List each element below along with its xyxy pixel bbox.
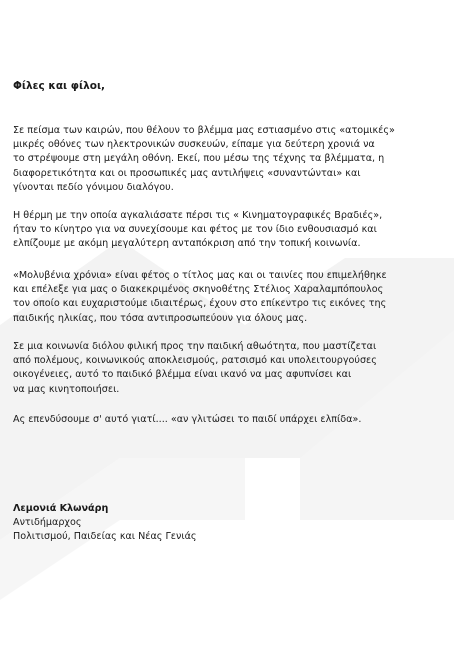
paragraph-line: «Μολυβένια χρόνια» είναι φέτος ο τίτλος μας και οι ταινίες που επιμελήθηκε xyxy=(13,270,387,281)
paragraph-line: γίνονται πεδίο γόνιμου διαλόγου. xyxy=(13,181,174,193)
paragraph-line: Σε μια κοινωνία διόλου φιλική προς την παιδική αθωότητα, που μαστίζεται xyxy=(13,341,377,352)
paragraph-line: διαφορετικότητα και οι προσωπικές μας αντιλήψεις «συναντώνται» και xyxy=(13,167,361,179)
letter-greeting: Φίλες και φίλοι, xyxy=(13,80,106,92)
paragraph-line: τον οποίο και ευχαριστούμε ιδιαιτέρως, έχουν στο επίκεντρο τις εικόνες της xyxy=(13,298,387,310)
paragraph-line: οικογένειες, αυτό το παιδικό βλέμμα είναι ικανό να μας αφυπνίσει και xyxy=(13,369,352,381)
paragraph-line: να μας κινητοποιήσει. xyxy=(13,383,120,395)
signatory-name: Λεμονιά Κλωνάρη xyxy=(13,503,109,514)
paragraph-line: ήταν το κίνητρο για να συνεχίσουμε και φέτος με τον ίδιο ενθουσιασμό και xyxy=(13,224,377,236)
paragraph-line: το στρέψουμε στη μεγάλη οθόνη. Εκεί, που μέσω της τέχνης τα βλέμματα, η xyxy=(13,153,385,165)
signatory-title: Αντιδήμαρχος xyxy=(13,517,82,528)
paragraph-line: ελπίζουμε με ακόμη μεγαλύτερη ανταπόκριση από την τοπική κοινωνία. xyxy=(13,238,361,250)
paragraph-3 xyxy=(13,269,445,326)
paragraph-line: Ας επενδύσουμε σ' αυτό γιατί.... «αν γλιτώσει το παιδί υπάρχει ελπίδα». xyxy=(13,414,362,425)
paragraph-line: μικρές οθόνες των ηλεκτρονικών συσκευών, είπαμε για δεύτερη χρονιά να xyxy=(13,139,375,151)
paragraph-line: Η θέρμη με την οποία αγκαλιάσατε πέρσι τις « Κινηματογραφικές Βραδιές», xyxy=(13,210,383,221)
paragraph-5 xyxy=(13,413,445,427)
signatory-department: Πολιτισμού, Παιδείας και Νέας Γενιάς xyxy=(13,531,197,542)
paragraph-2 xyxy=(13,209,445,252)
paragraph-line: Σε πείσμα των καιρών, που θέλουν το βλέμμα μας εστιασμένο στις «ατομικές» xyxy=(13,125,395,136)
paragraph-line: παιδικής ηλικίας, που τόσα αντιπροσωπεύουν για όλους μας. xyxy=(13,312,308,324)
paragraph-4 xyxy=(13,340,445,397)
signature-block xyxy=(13,502,197,544)
paragraph-1 xyxy=(13,124,445,195)
paragraph-line: από πολέμους, κοινωνικούς αποκλεισμούς, ρατσισμό και υπολειτουργούσες xyxy=(13,355,377,367)
paragraph-line: και επέλεξε για μας ο διακεκριμένος σκηνοθέτης Στέλιος Χαραλαμπόπουλος xyxy=(13,284,384,296)
